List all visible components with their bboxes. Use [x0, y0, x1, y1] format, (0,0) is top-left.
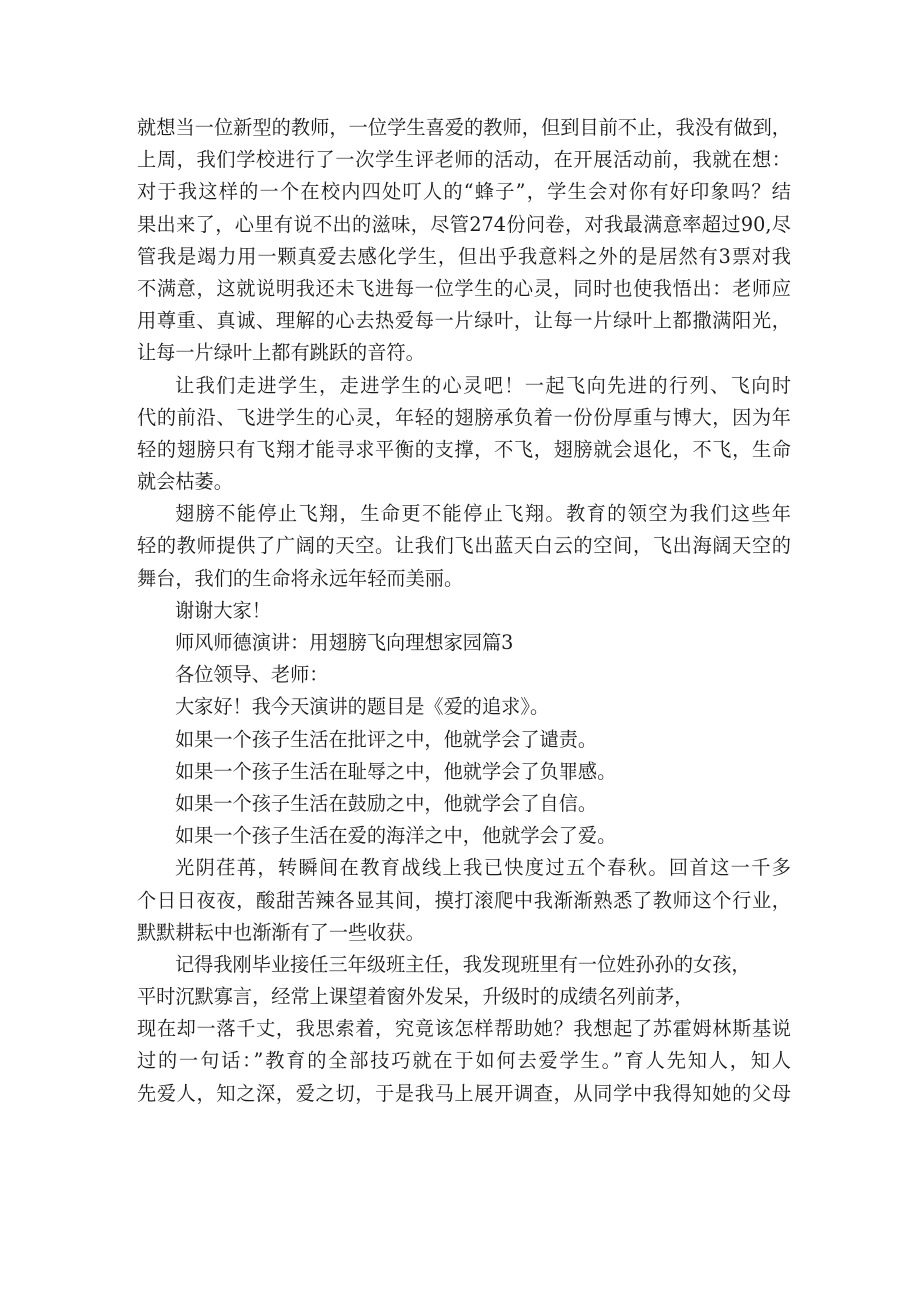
greeting-line: 大家好！我今天演讲的题目是《爱的追求》。	[175, 695, 550, 719]
text-line: 上周，我们学校进行了一次学生评老师的活动，在开展活动前，我就在想：	[137, 148, 791, 172]
text-line: 平时沉默寡言，经常上课望着窗外发呆，升级时的成绩名列前茅，	[137, 985, 694, 1009]
paragraph-first-line: 记得我刚毕业接任三年级班主任，我发现班里有一位姓孙孙的女孩，	[175, 952, 751, 976]
text-line: 就会枯萎。	[137, 470, 233, 494]
paragraph-first-line: 让我们走进学生，走进学生的心灵吧！一起飞向先进的行列、飞向时	[175, 373, 791, 397]
text-line: 先爱人，知之深，爱之切，于是我马上展开调查，从同学中我得知她的父母	[137, 1081, 791, 1105]
text-line: 管我是竭力用一颗真爱去感化学生，但出乎我意料之外的是居然有3票对我	[137, 244, 791, 268]
paragraph-first-line: 翅膀不能停止飞翔，生命更不能停止飞翔。教育的领空为我们这些年	[175, 502, 791, 526]
text-line: 默默耕耘中也渐渐有了一些收获。	[137, 920, 425, 944]
poem-line: 如果一个孩子生活在耻辱之中，他就学会了负罪感。	[175, 759, 617, 783]
text-line: 不满意，这就说明我还未飞进每一位学生的心灵，同时也使我悟出：老师应	[137, 276, 791, 300]
poem-line: 如果一个孩子生活在爱的海洋之中，他就学会了爱。	[175, 824, 617, 848]
document-body	[137, 112, 791, 1110]
text-line: 现在却一落千丈，我思索着，究竟该怎样帮助她？我想起了苏霍姆林斯基说	[137, 1017, 791, 1041]
text-line: 过的一句话：”教育的全部技巧就在于如何去爱学生。”育人先知人，知人	[137, 1049, 791, 1073]
text-line: 轻的教师提供了广阔的天空。让我们飞出蓝天白云的空间，飞出海阔天空的	[137, 534, 791, 558]
section-title: 师风师德演讲：用翅膀飞向理想家园篇3	[175, 631, 514, 654]
text-line: 让每一片绿叶上都有跳跃的音符。	[137, 341, 425, 365]
text-line: 代的前沿、飞进学生的心灵，年轻的翅膀承负着一份份厚重与博大，因为年	[137, 405, 791, 429]
poem-line: 如果一个孩子生活在鼓励之中，他就学会了自信。	[175, 791, 598, 815]
text-line: 用尊重、真诚、理解的心去热爱每一片绿叶，让每一片绿叶上都撒满阳光，	[137, 309, 791, 333]
text-line: 个日日夜夜，酸甜苦辣各显其间，摸打滚爬中我渐渐熟悉了教师这个行业，	[137, 888, 791, 912]
text-line: 对于我这样的一个在校内四处叮人的“蜂子”，学生会对你有好印象吗？结	[137, 180, 791, 204]
text-line: 轻的翅膀只有飞翔才能寻求平衡的支撑，不飞，翅膀就会退化，不飞，生命	[137, 437, 791, 461]
salutation: 各位领导、老师：	[175, 663, 329, 687]
text-line: 果出来了，心里有说不出的滋味，尽管274份问卷，对我最满意率超过90,尽	[137, 212, 791, 236]
paragraph-first-line: 光阴荏苒，转瞬间在教育战线上我已快度过五个春秋。回首这一千多	[175, 856, 791, 880]
text-line: 舞台，我们的生命将永远年轻而美丽。	[137, 566, 464, 590]
text-line: 就想当一位新型的教师，一位学生喜爱的教师，但到目前不止，我没有做到，	[137, 116, 791, 139]
poem-line: 如果一个孩子生活在批评之中，他就学会了谴责。	[175, 727, 598, 751]
closing-line: 谢谢大家！	[175, 598, 271, 622]
